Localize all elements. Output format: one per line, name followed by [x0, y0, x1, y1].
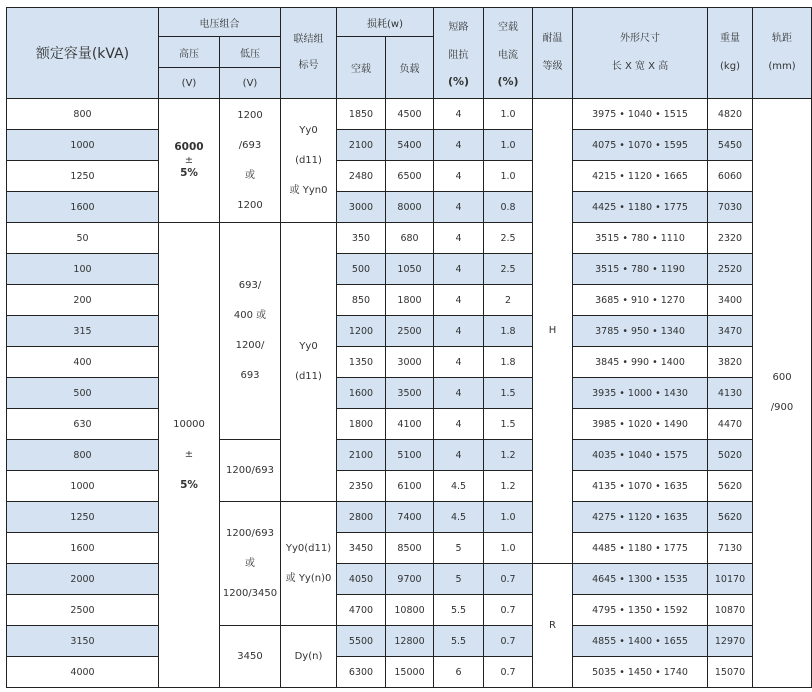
- dimension-cell: 4425 • 1180 • 1775: [573, 192, 708, 223]
- header-track-unit: (mm): [768, 61, 796, 72]
- capacity-cell: 4000: [7, 657, 159, 688]
- lv-group-3: 1200/693: [220, 440, 281, 502]
- header-lv: 低压: [220, 37, 281, 68]
- dimension-cell: 3785 • 950 • 1340: [573, 316, 708, 347]
- capacity-cell: 3150: [7, 626, 159, 657]
- capacity-cell: 630: [7, 409, 159, 440]
- conn-line: (d11): [295, 371, 322, 382]
- current-cell: 1.8: [484, 316, 533, 347]
- lv-line: 1200: [237, 199, 263, 211]
- temp-class-r: R: [533, 564, 573, 688]
- header-no-load-loss: 空载: [337, 37, 386, 99]
- header-short-circuit-impedance: [434, 8, 484, 99]
- header-weight: [708, 8, 753, 99]
- current-cell: 0.7: [484, 595, 533, 626]
- header-temp-line2: 等级: [542, 61, 563, 72]
- load-loss-cell: 4100: [386, 409, 434, 440]
- load-loss-cell: 3000: [386, 347, 434, 378]
- dimension-cell: 3935 • 1000 • 1430: [573, 378, 708, 409]
- dimension-cell: 3975 • 1040 • 1515: [573, 99, 708, 130]
- capacity-cell: 2000: [7, 564, 159, 595]
- lv-group-4: [220, 502, 281, 626]
- no-load-loss-cell: 1850: [337, 99, 386, 130]
- capacity-cell: 200: [7, 285, 159, 316]
- hv-group-6000: [159, 99, 220, 223]
- current-cell: 1.5: [484, 409, 533, 440]
- current-cell: 1.2: [484, 440, 533, 471]
- no-load-loss-cell: 2100: [337, 130, 386, 161]
- dimension-cell: 4485 • 1180 • 1775: [573, 533, 708, 564]
- capacity-cell: 1000: [7, 130, 159, 161]
- conn-group-4: Dy(n): [281, 626, 337, 688]
- header-temp-line1: 耐温: [542, 33, 563, 44]
- capacity-cell: 400: [7, 347, 159, 378]
- header-conn-line2: 标号: [298, 60, 319, 71]
- impedance-cell: 4: [434, 409, 484, 440]
- header-loss: 损耗(w): [337, 8, 434, 37]
- weight-cell: 3820: [708, 347, 753, 378]
- conn-group-1: [281, 99, 337, 223]
- dimension-cell: 4035 • 1040 • 1575: [573, 440, 708, 471]
- header-weight-unit: (kg): [720, 61, 740, 72]
- header-sc-unit: (%): [447, 75, 470, 89]
- impedance-cell: 4.5: [434, 471, 484, 502]
- dimension-cell: 4135 • 1070 • 1635: [573, 471, 708, 502]
- header-dim-line1: 外形尺寸: [620, 33, 661, 44]
- no-load-loss-cell: 2480: [337, 161, 386, 192]
- weight-cell: 5450: [708, 130, 753, 161]
- dimension-cell: 3985 • 1020 • 1490: [573, 409, 708, 440]
- lv-line: 1200: [237, 109, 263, 121]
- header-hv-unit: (V): [159, 68, 220, 99]
- current-cell: 0.8: [484, 192, 533, 223]
- dimension-cell: 3515 • 780 • 1190: [573, 254, 708, 285]
- impedance-cell: 4: [434, 440, 484, 471]
- header-dim-line2: 长 X 宽 X 高: [611, 61, 669, 72]
- lv-line: 1200/: [235, 340, 265, 351]
- load-loss-cell: 7400: [386, 502, 434, 533]
- weight-cell: 4130: [708, 378, 753, 409]
- weight-cell: 3400: [708, 285, 753, 316]
- impedance-cell: 4: [434, 192, 484, 223]
- conn-line: 或 Yyn0: [289, 184, 328, 196]
- table-row: [7, 223, 812, 254]
- current-cell: 1.8: [484, 347, 533, 378]
- table-row: [7, 378, 812, 409]
- capacity-cell: 800: [7, 440, 159, 471]
- load-loss-cell: 2500: [386, 316, 434, 347]
- table-row: [7, 502, 812, 533]
- load-loss-cell: 1800: [386, 285, 434, 316]
- weight-cell: 10870: [708, 595, 753, 626]
- impedance-cell: 4: [434, 347, 484, 378]
- no-load-loss-cell: 2800: [337, 502, 386, 533]
- header-dimensions: [573, 8, 708, 99]
- impedance-cell: 4: [434, 285, 484, 316]
- no-load-loss-cell: 4050: [337, 564, 386, 595]
- capacity-cell: 1250: [7, 502, 159, 533]
- capacity-cell: 800: [7, 99, 159, 130]
- hv-tolerance: 5%: [180, 167, 198, 179]
- capacity-cell: 1600: [7, 192, 159, 223]
- capacity-cell: 500: [7, 378, 159, 409]
- lv-line: 693: [240, 370, 260, 381]
- weight-cell: 5620: [708, 502, 753, 533]
- table-header: [7, 8, 812, 99]
- weight-cell: 15070: [708, 657, 753, 688]
- lv-line: 1200/3450: [222, 587, 278, 599]
- weight-cell: 7030: [708, 192, 753, 223]
- dimension-cell: 5035 • 1450 • 1740: [573, 657, 708, 688]
- impedance-cell: 5.5: [434, 595, 484, 626]
- no-load-loss-cell: 3000: [337, 192, 386, 223]
- hv-value: 6000: [174, 141, 204, 153]
- hv-tolerance-sign: ±: [184, 449, 194, 460]
- conn-line: 或 Yy(n)0: [285, 572, 332, 584]
- transformer-spec-table: [6, 7, 812, 688]
- lv-group-1: [220, 99, 281, 223]
- header-sc-line2: 阻抗: [448, 50, 469, 62]
- header-nl-unit: (%): [497, 75, 519, 89]
- weight-cell: 5620: [708, 471, 753, 502]
- load-loss-cell: 6100: [386, 471, 434, 502]
- header-hv: 高压: [159, 37, 220, 68]
- conn-group-3: [281, 502, 337, 626]
- lv-line: /693: [238, 139, 262, 151]
- weight-cell: 7130: [708, 533, 753, 564]
- no-load-loss-cell: 2100: [337, 440, 386, 471]
- no-load-loss-cell: 1800: [337, 409, 386, 440]
- no-load-loss-cell: 4700: [337, 595, 386, 626]
- impedance-cell: 5: [434, 564, 484, 595]
- table-row: [7, 626, 812, 657]
- weight-cell: 3470: [708, 316, 753, 347]
- lv-group-5: 3450: [220, 626, 281, 688]
- impedance-cell: 4: [434, 316, 484, 347]
- weight-cell: 12970: [708, 626, 753, 657]
- dimension-cell: 4215 • 1120 • 1665: [573, 161, 708, 192]
- table-row: [7, 99, 812, 130]
- dimension-cell: 3685 • 910 • 1270: [573, 285, 708, 316]
- table-body: [7, 99, 812, 688]
- no-load-loss-cell: 500: [337, 254, 386, 285]
- table-row: [7, 440, 812, 471]
- header-temperature-class: [533, 8, 573, 99]
- table-row: [7, 130, 812, 161]
- current-cell: 0.7: [484, 657, 533, 688]
- current-cell: 2.5: [484, 254, 533, 285]
- impedance-cell: 5: [434, 533, 484, 564]
- conn-line: Yy0: [299, 124, 318, 136]
- hv-tolerance-sign: ±: [184, 155, 194, 166]
- header-track-line1: 轨距: [772, 33, 793, 44]
- header-nl-line1: 空载: [498, 21, 519, 33]
- capacity-cell: 1000: [7, 471, 159, 502]
- load-loss-cell: 3500: [386, 378, 434, 409]
- temp-class-h: H: [533, 99, 573, 564]
- dimension-cell: 4275 • 1120 • 1635: [573, 502, 708, 533]
- track-line: /900: [770, 402, 794, 413]
- no-load-loss-cell: 850: [337, 285, 386, 316]
- header-sc-line1: 短路: [448, 21, 469, 33]
- track-gauge-cell: [753, 99, 812, 688]
- load-loss-cell: 8500: [386, 533, 434, 564]
- current-cell: 1.2: [484, 471, 533, 502]
- no-load-loss-cell: 1200: [337, 316, 386, 347]
- current-cell: 0.7: [484, 564, 533, 595]
- current-cell: 0.7: [484, 626, 533, 657]
- load-loss-cell: 4500: [386, 99, 434, 130]
- table-row: [7, 316, 812, 347]
- header-nl-line2: 电流: [498, 50, 519, 62]
- current-cell: 1.0: [484, 502, 533, 533]
- header-conn-line1: 联结组: [293, 34, 324, 45]
- weight-cell: 2520: [708, 254, 753, 285]
- load-loss-cell: 9700: [386, 564, 434, 595]
- header-weight-line1: 重量: [720, 33, 741, 44]
- header-connection-group: [281, 8, 337, 99]
- conn-line: Yy0(d11): [285, 542, 332, 554]
- dimension-cell: 4795 • 1350 • 1592: [573, 595, 708, 626]
- table-row: [7, 657, 812, 688]
- header-voltage-group: 电压组合: [159, 8, 281, 37]
- no-load-loss-cell: 2350: [337, 471, 386, 502]
- impedance-cell: 4: [434, 161, 484, 192]
- current-cell: 1.0: [484, 533, 533, 564]
- header-load-loss: 负载: [386, 37, 434, 99]
- table-row: [7, 533, 812, 564]
- current-cell: 1.0: [484, 130, 533, 161]
- load-loss-cell: 12800: [386, 626, 434, 657]
- impedance-cell: 6: [434, 657, 484, 688]
- lv-line: 或: [245, 169, 255, 181]
- impedance-cell: 5.5: [434, 626, 484, 657]
- conn-line: (d11): [295, 154, 322, 166]
- capacity-cell: 1600: [7, 533, 159, 564]
- capacity-cell: 2500: [7, 595, 159, 626]
- load-loss-cell: 1050: [386, 254, 434, 285]
- lv-group-2: [220, 223, 281, 440]
- load-loss-cell: 680: [386, 223, 434, 254]
- load-loss-cell: 8000: [386, 192, 434, 223]
- no-load-loss-cell: 1350: [337, 347, 386, 378]
- lv-line: 400 或: [233, 310, 267, 321]
- no-load-loss-cell: 5500: [337, 626, 386, 657]
- conn-line: Yy0: [299, 341, 318, 352]
- current-cell: 1.0: [484, 99, 533, 130]
- weight-cell: 10170: [708, 564, 753, 595]
- table-row: [7, 347, 812, 378]
- no-load-loss-cell: 3450: [337, 533, 386, 564]
- current-cell: 2.5: [484, 223, 533, 254]
- load-loss-cell: 5100: [386, 440, 434, 471]
- table-row: [7, 564, 812, 595]
- load-loss-cell: 5400: [386, 130, 434, 161]
- current-cell: 1.5: [484, 378, 533, 409]
- load-loss-cell: 10800: [386, 595, 434, 626]
- no-load-loss-cell: 1600: [337, 378, 386, 409]
- table-row: [7, 161, 812, 192]
- weight-cell: 4470: [708, 409, 753, 440]
- dimension-cell: 4855 • 1400 • 1655: [573, 626, 708, 657]
- capacity-cell: 315: [7, 316, 159, 347]
- impedance-cell: 4: [434, 254, 484, 285]
- weight-cell: 2320: [708, 223, 753, 254]
- table-row: [7, 595, 812, 626]
- dimension-cell: 3515 • 780 • 1110: [573, 223, 708, 254]
- no-load-loss-cell: 6300: [337, 657, 386, 688]
- current-cell: 2: [484, 285, 533, 316]
- table-row: [7, 285, 812, 316]
- table-row: [7, 254, 812, 285]
- header-lv-unit: (V): [220, 68, 281, 99]
- capacity-cell: 50: [7, 223, 159, 254]
- impedance-cell: 4.5: [434, 502, 484, 533]
- load-loss-cell: 15000: [386, 657, 434, 688]
- no-load-loss-cell: 350: [337, 223, 386, 254]
- header-no-load-current: [484, 8, 533, 99]
- weight-cell: 5020: [708, 440, 753, 471]
- table-row: [7, 192, 812, 223]
- track-line: 600: [772, 372, 792, 383]
- header-track-gauge: [753, 8, 812, 99]
- weight-cell: 4820: [708, 99, 753, 130]
- table-row: [7, 471, 812, 502]
- load-loss-cell: 6500: [386, 161, 434, 192]
- capacity-cell: 1250: [7, 161, 159, 192]
- impedance-cell: 4: [434, 130, 484, 161]
- impedance-cell: 4: [434, 99, 484, 130]
- weight-cell: 6060: [708, 161, 753, 192]
- table-row: [7, 409, 812, 440]
- dimension-cell: 4645 • 1300 • 1535: [573, 564, 708, 595]
- header-rated-capacity: 额定容量(kVA): [7, 8, 159, 99]
- dimension-cell: 4075 • 1070 • 1595: [573, 130, 708, 161]
- lv-line: 693/: [238, 280, 262, 291]
- current-cell: 1.0: [484, 161, 533, 192]
- dimension-cell: 3845 • 990 • 1400: [573, 347, 708, 378]
- lv-line: 1200/693 或: [226, 527, 274, 569]
- hv-tolerance: 5%: [180, 479, 198, 491]
- conn-group-2: [281, 223, 337, 502]
- hv-value: 10000: [173, 419, 205, 430]
- impedance-cell: 4: [434, 223, 484, 254]
- hv-group-10000: [159, 223, 220, 688]
- impedance-cell: 4: [434, 378, 484, 409]
- capacity-cell: 100: [7, 254, 159, 285]
